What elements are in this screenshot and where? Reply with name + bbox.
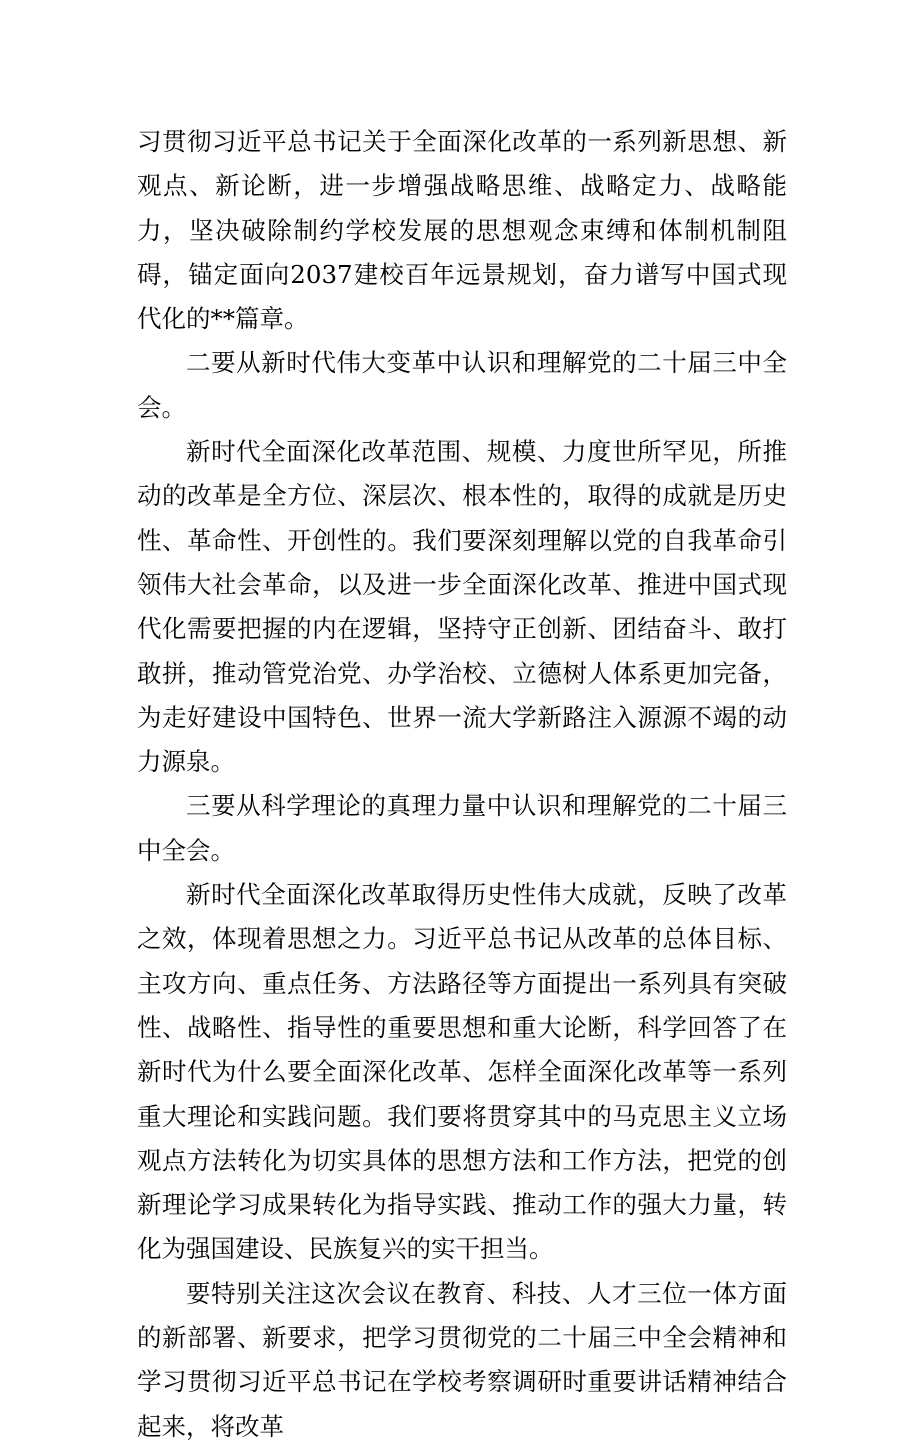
paragraph-body: 要特别关注这次会议在教育、科技、人才三位一体方面的新部署、新要求，把学习贯彻党的二十届三中全会精神和学习贯彻习近平总书记在学校考察调研时重要讲话精神结合起来，将改革 [137,1278,787,1441]
paragraph-body: 新时代全面深化改革取得历史性伟大成就，反映了改革之效，体现着思想之力。习近平总书记从改革的总体目标、主攻方向、重点任务、方法路径等方面提出一系列具有突破性、战略性、指导性的重要思想和重大论断，科学回答了在新时代为什么要全面深化改革、怎样全面深化改革等一系列重大理论和实践问题。我们要将贯穿其中的马克思主义立场观点方法转化为切实具体的思想方法和工作方法，把党的创新理论学习成果转化为指导实践、推动工作的强大力量，转化为强国建设、民族复兴的实干担当。 [137,880,787,1264]
paragraph-continuation: 习贯彻习近平总书记关于全面深化改革的一系列新思想、新观点、新论断，进一步增强战略思维、战略定力、战略能力，坚决破除制约学校发展的思想观念束缚和体制机制阻碍，锚定面向2037建校百年远景规划，奋力谱写中国式现代化的**篇章。 [137,127,787,334]
paragraph-heading-two: 二要从新时代伟大变革中认识和理解党的二十届三中全会。 [137,348,787,422]
paragraph-heading-three: 三要从科学理论的真理力量中认识和理解党的二十届三中全会。 [137,791,787,865]
document-body [137,120,787,1449]
paragraph-body: 新时代全面深化改革范围、规模、力度世所罕见，所推动的改革是全方位、深层次、根本性的，取得的成就是历史性、革命性、开创性的。我们要深刻理解以党的自我革命引领伟大社会革命，以及进一步全面深化改革、推进中国式现代化需要把握的内在逻辑，坚持守正创新、团结奋斗、敢打敢拼，推动管党治党、办学治校、立德树人体系更加完备，为走好建设中国特色、世界一流大学新路注入源源不竭的动力源泉。 [137,437,787,777]
